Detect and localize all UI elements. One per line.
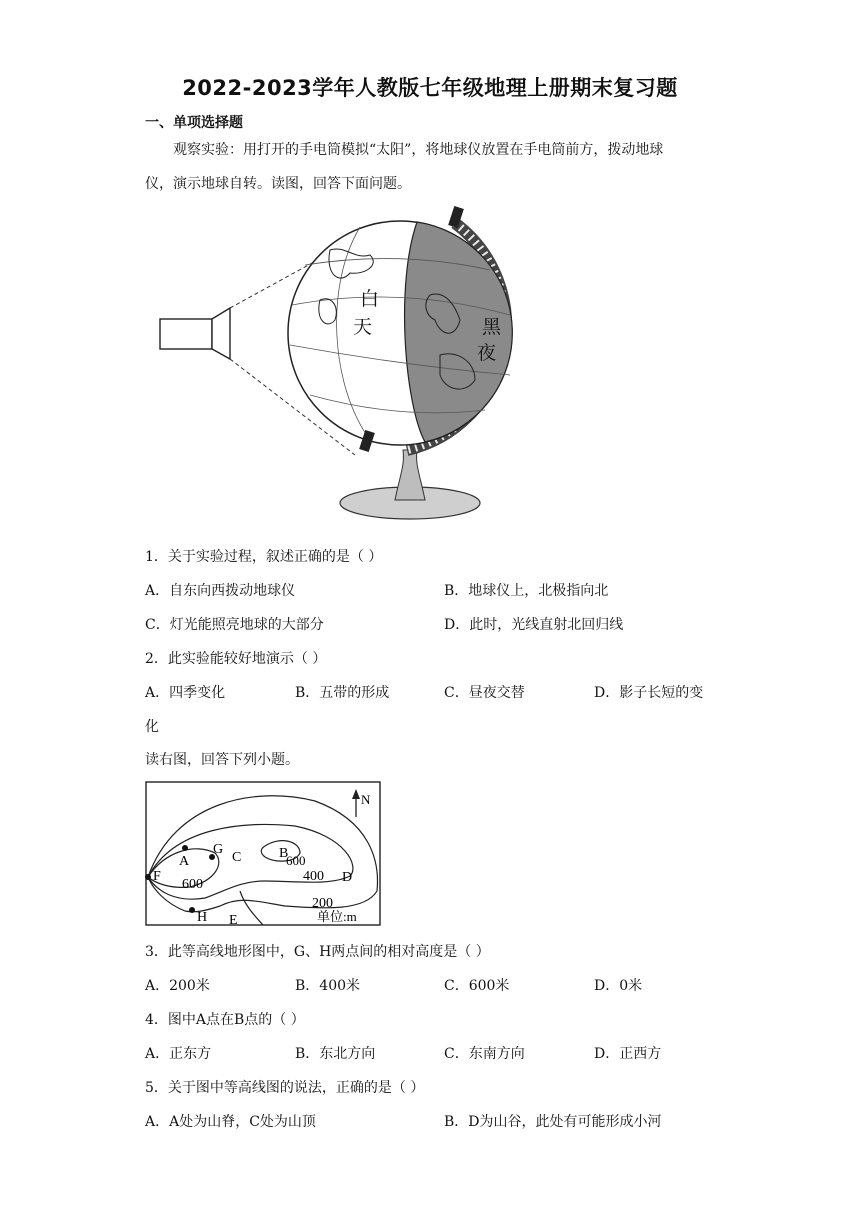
day-label-2: 天 [353,317,373,338]
q4-option-b: B．东北方向 [295,1046,376,1062]
north-label: N [361,792,371,807]
read-map-instruction: 读右图，回答下列小题。 [145,752,299,768]
flashlight-icon [160,308,230,359]
section-heading: 一、单项选择题 [145,115,243,131]
night-label-2: 夜 [477,343,497,364]
intro-line-1: 观察实验：用打开的手电筒模拟“太阳”，将地球仪放置在手电筒前方，拨动地球 [173,142,664,158]
globe-figure [155,205,555,523]
contour-label-600-left: 600 [182,877,203,892]
question-4: 4．图中A点在B点的（ ） [145,1012,305,1028]
point-b: B [279,846,289,861]
question-2: 2．此实验能较好地演示（ ） [145,651,327,667]
point-a: A [179,854,190,869]
q4-option-a: A．正东方 [145,1046,212,1062]
q5-option-b: B．D为山谷，此处有可能形成小河 [444,1114,662,1130]
q3-option-d: D．0米 [594,978,643,994]
q4-option-c: C．东南方向 [444,1046,525,1062]
point-c: C [232,850,242,865]
q2-option-d: D．影子长短的变 [594,685,704,701]
q2-option-b: B．五带的形成 [295,685,390,701]
question-1: 1．关于实验过程，叙述正确的是（ ） [145,549,383,565]
question-5: 5．关于图中等高线图的说法，正确的是（ ） [145,1080,425,1096]
q2-option-a: A．四季变化 [145,685,226,701]
intro-line-2: 仪，演示地球自转。读图，回答下面问题。 [145,176,411,192]
contour-label-400: 400 [303,869,324,884]
point-e: E [229,913,238,926]
q1-option-a: A．自东向西拨动地球仪 [145,583,296,599]
page-title: 2022-2023学年人教版七年级地理上册期末复习题 [182,76,678,100]
q3-option-a: A．200米 [145,978,210,994]
contour-label-600-right: 600 [286,853,306,868]
night-label-1: 黑 [482,317,502,338]
point-g: G [213,842,224,857]
unit-label: 单位:m [317,909,357,924]
q4-option-d: D．正西方 [594,1046,662,1062]
q3-option-c: C．600米 [444,978,510,994]
globe-stand [340,450,480,519]
q2-option-c: C．昼夜交替 [444,685,525,701]
point-d: D [342,870,353,885]
q1-option-b: B．地球仪上，北极指向北 [444,583,609,599]
point-f: F [153,869,161,884]
contour-map [145,781,381,926]
q5-option-a: A．A处为山脊，C处为山顶 [145,1114,316,1130]
question-3: 3．此等高线地形图中，G、H两点间的相对高度是（ ） [145,944,490,960]
q1-option-d: D．此时，光线直射北回归线 [444,617,624,633]
q3-option-b: B．400米 [295,978,361,994]
q2-option-d-wrap: 化 [145,719,159,735]
q1-option-c: C．灯光能照亮地球的大部分 [145,617,324,633]
day-label-1: 白 [360,289,380,310]
contour-label-200: 200 [312,896,333,911]
point-h: H [197,910,208,925]
